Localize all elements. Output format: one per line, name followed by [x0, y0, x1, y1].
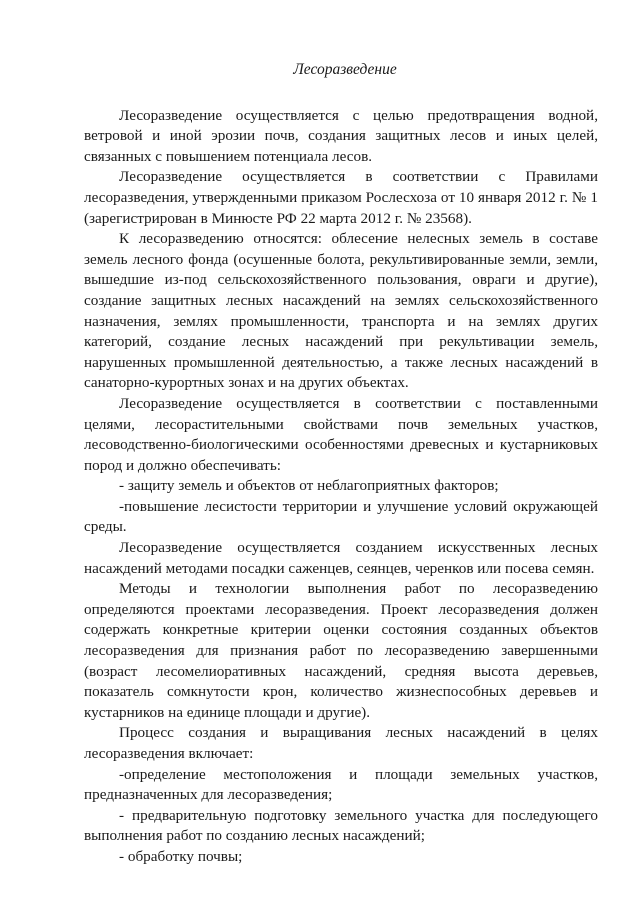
list-item-location: -определение местоположения и площади земельных участков, предназначенных для лесоразведения; — [84, 765, 598, 804]
list-item-soil: - обработку почвы; — [119, 847, 243, 865]
list-item-protection: - защиту земель и объектов от неблагоприятных факторов; — [119, 477, 499, 495]
list-item-forest-cover: -повышение лесистости территории и улучшение условий окружающей среды. — [84, 497, 598, 536]
paragraph-scope: К лесоразведению относятся: облесение нелесных земель в составе земель лесного фонда (осушенные болота, рекультивированные земли, земли, вышедшие из-под сельскохозяйственного пользования, овраги и другие), создание защитных лесных насаждений на землях сельскохозяйственного назначения, землях промышленности, транспорта и на землях других категорий, создание лесных насаждений при рекультивации земель, нарушенных промышленной деятельностью, а также лесных насаждений в санаторно-курортных зонах и на других объектах. — [84, 230, 598, 392]
paragraph-methods: Лесоразведение осуществляется созданием искусственных лесных насаждений методами посадки саженцев, сеянцев, черенков или посева семян. — [84, 539, 598, 577]
paragraph-rules: Лесоразведение осуществляется в соответствии с Правилами лесоразведения, утвержденными приказом Рослесхоза от 10 января 2012 г. № 1 (зарегистрирован в Минюсте РФ 22 марта 2012 г. № 23568). — [84, 168, 598, 227]
paragraph-process: Процесс создания и выращивания лесных насаждений в целях лесоразведения включает: — [84, 724, 598, 762]
paragraph-requirements: Лесоразведение осуществляется в соответствии с поставленными целями, лесорастительными свойствами почв земельных участков, лесоводственно-биологическими особенностями древесных и кустарниковых пород и должно обеспечивать: — [84, 394, 598, 474]
document-title: Лесоразведение — [293, 61, 397, 78]
paragraph-purpose: Лесоразведение осуществляется с целью предотвращения водной, ветровой и иной эрозии почв, создания защитных лесов и иных целей, связанных с повышением потенциала лесов. — [84, 106, 598, 165]
paragraph-projects: Методы и технологии выполнения работ по лесоразведению определяются проектами лесоразведения. Проект лесоразведения должен содержать конкретные критерии оценки состояния созданных объектов лесоразведения для признания работ по лесоразведению завершенными (возраст лесомелиоративных насаждений, средняя высота деревьев, показатель сомкнутости крон, количество жизнеспособных деревьев и кустарников на единице площади и другие). — [84, 580, 598, 721]
list-item-preparation: - предварительную подготовку земельного участка для последующего выполнения работ по созданию лесных насаждений; — [84, 806, 598, 845]
